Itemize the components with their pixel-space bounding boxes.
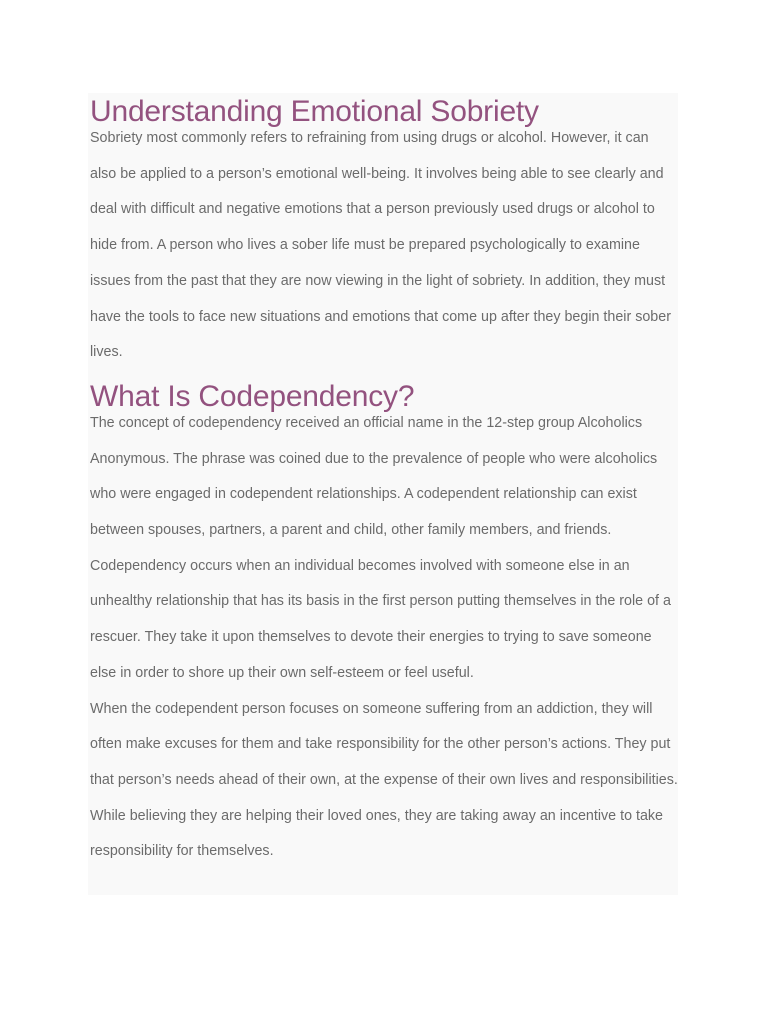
paragraph-codependency-definition: Codependency occurs when an individual becomes involved with someone else in an unhealthy relationship that has its basis in the first person putting themselves in the role of a rescuer. They take it upon themselves to devote their energies to trying to save someone else in order to shore up their own self-esteem or feel useful. [90,557,671,681]
section-heading-emotional-sobriety: Understanding Emotional Sobriety [90,95,539,128]
paragraph-codependency-addiction: When the codependent person focuses on someone suffering from an addiction, they will often make excuses for them and take responsibility for the other person’s actions. They put that person’s needs ahead of their own, at the expense of their own lives and responsibilities. While believing they are helping their loved ones, they are taking away an incentive to take responsibility for themselves. [90,700,678,860]
section-heading-codependency: What Is Codependency? [90,379,415,413]
paragraph-emotional-sobriety: Sobriety most commonly refers to refraining from using drugs or alcohol. However, it can also be applied to a person’s emotional well-being. It involves being able to see clearly and deal with difficult and negative emotions that a person previously used drugs or alcohol to hide from. A person who lives a sober life must be prepared psychologically to examine issues from the past that they are now viewing in the light of sobriety. In addition, they must have the tools to face new situations and emotions that come up after they begin their sober lives. [90,130,671,361]
article-content [88,93,678,895]
paragraph-codependency-origin: The concept of codependency received an official name in the 12-step group Alcoholics Anonymous. The phrase was coined due to the prevalence of people who were alcoholics who were engaged in codependent relationships. A codependent relationship can exist between spouses, partners, a parent and child, other family members, and friends. [90,414,658,539]
